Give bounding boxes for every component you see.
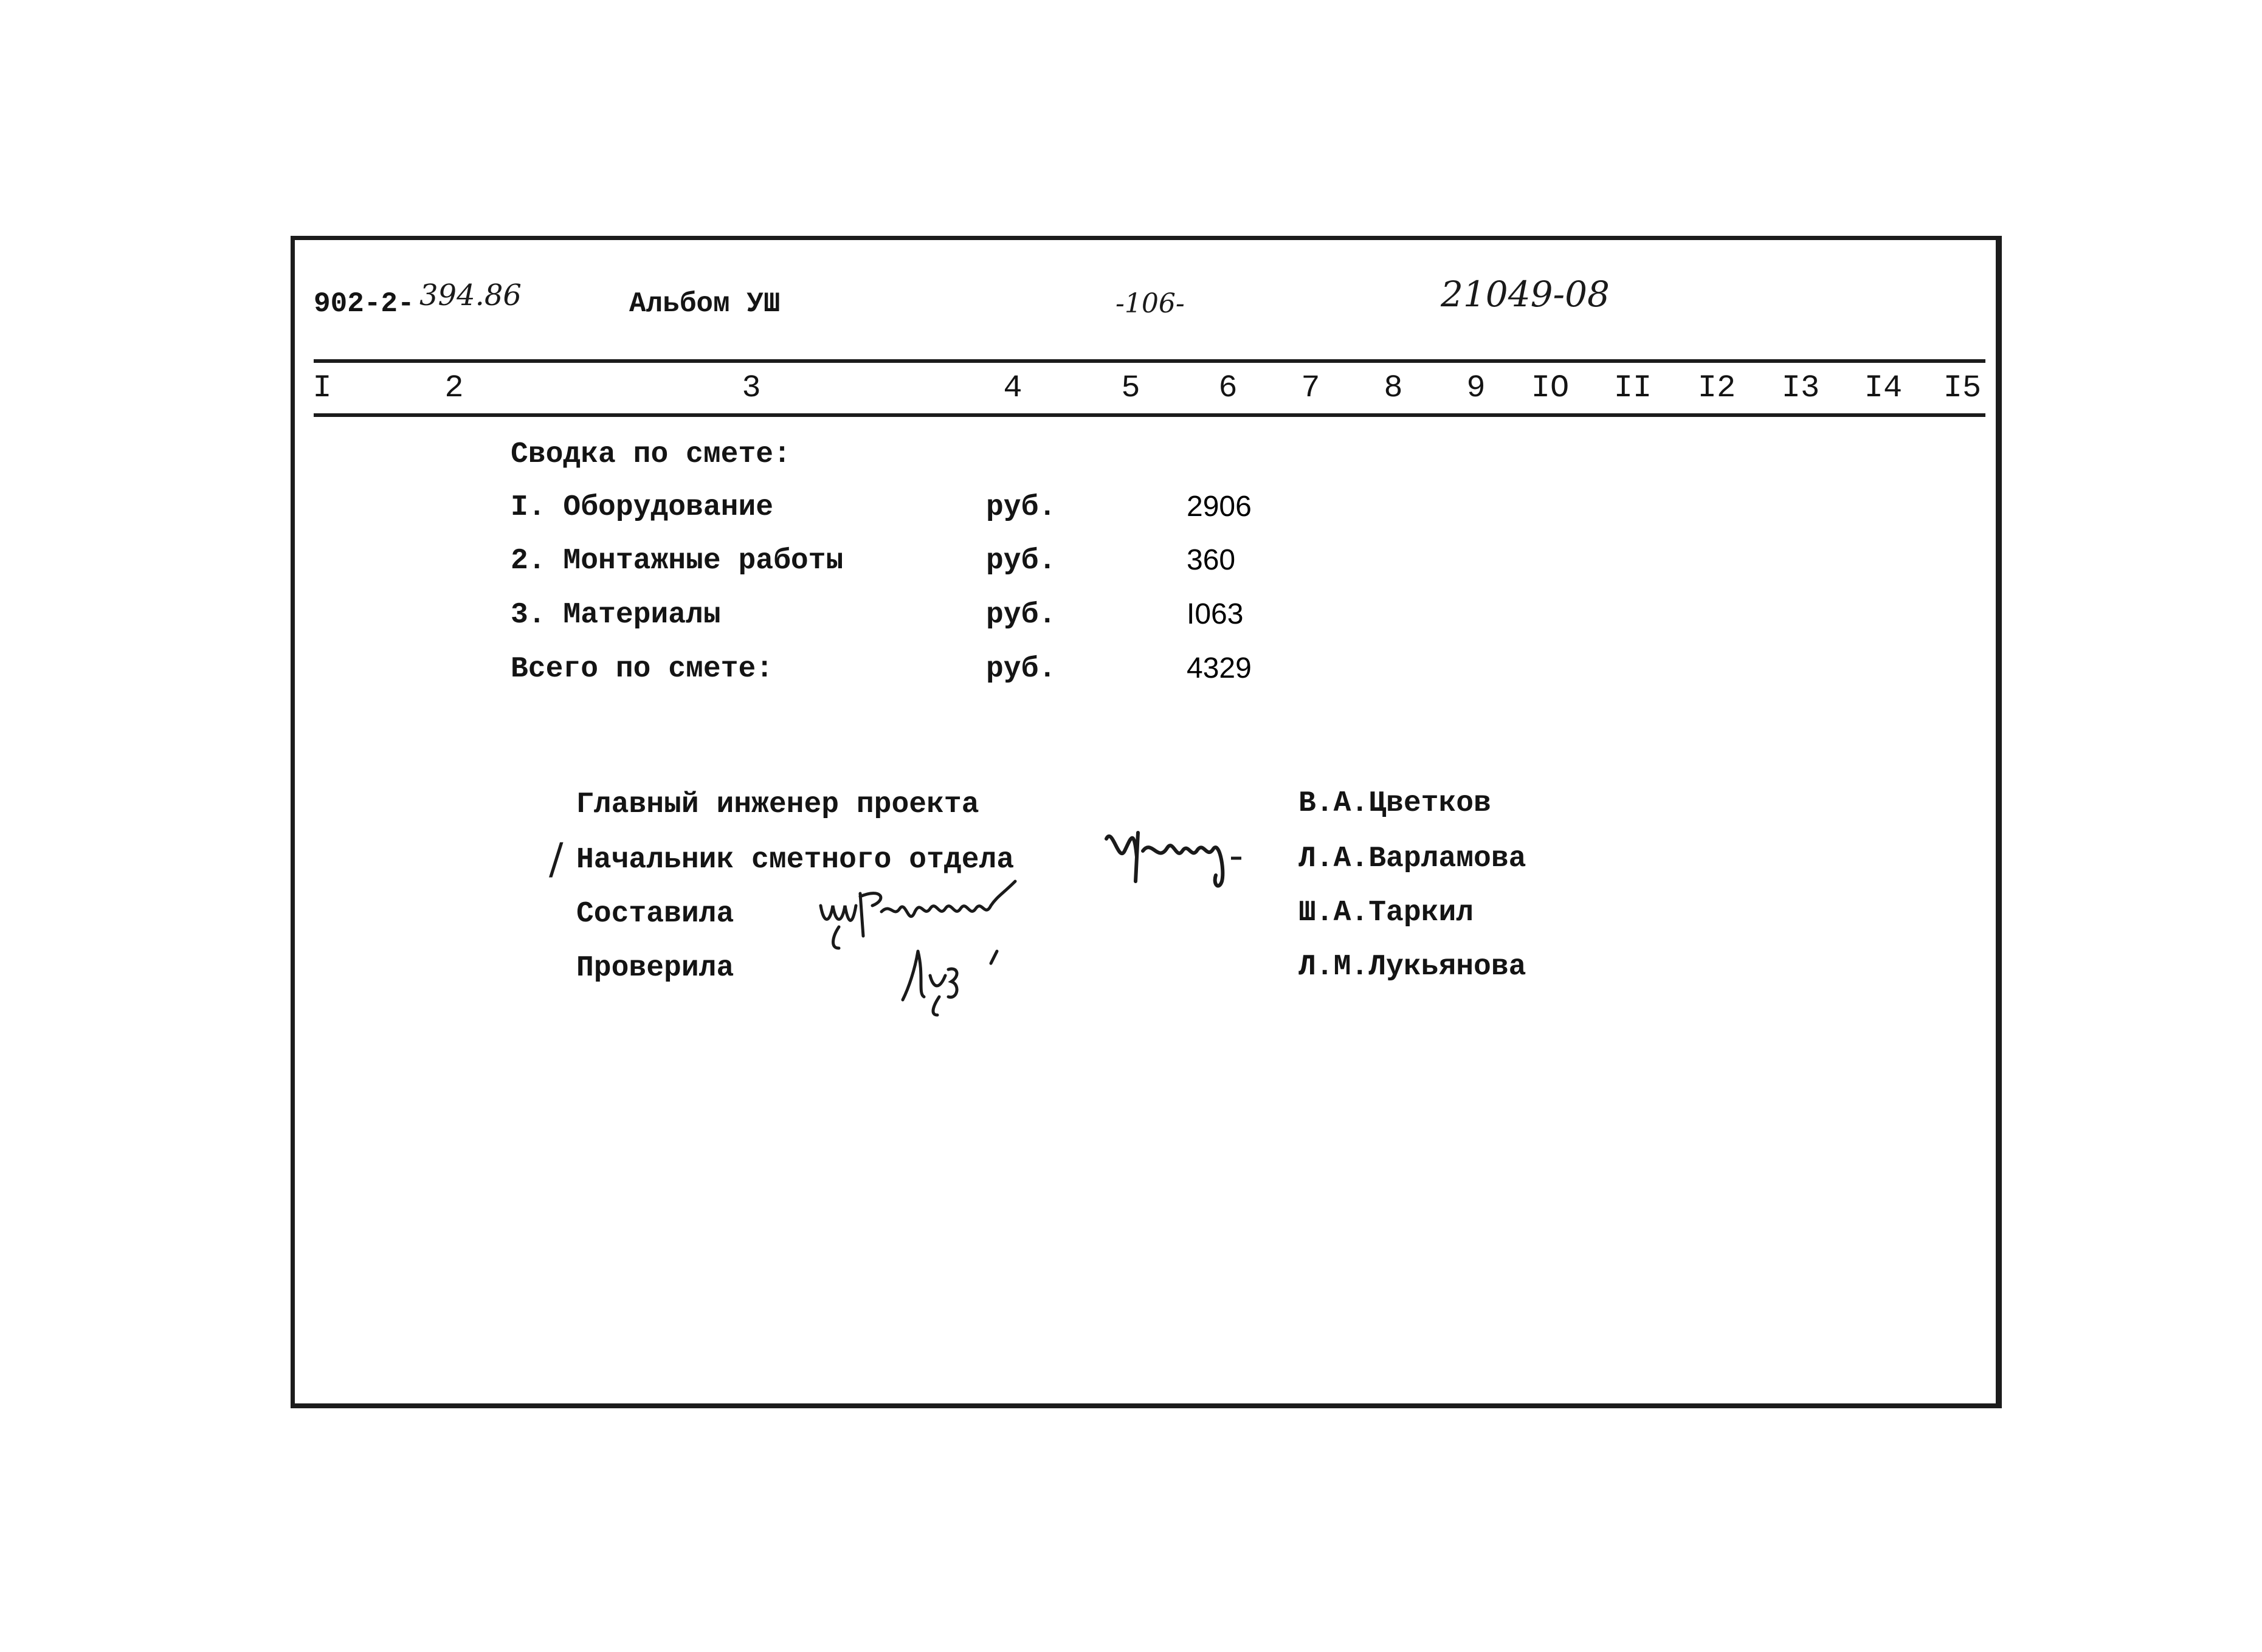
summary-row-unit: руб.	[986, 491, 1057, 524]
signature-scribble-checked	[900, 939, 1027, 1018]
summary-row-label: 3. Материалы	[511, 599, 721, 632]
column-number: 6	[1218, 370, 1238, 406]
signature-role: Главный инженер проекта	[576, 788, 979, 821]
column-number: 7	[1301, 370, 1320, 406]
column-number: I3	[1781, 370, 1820, 406]
album-label: Альбом УШ	[629, 288, 781, 320]
summary-row-value: I063	[1187, 598, 1244, 630]
summary-row-label: I. Оборудование	[511, 491, 774, 524]
signature-name: Ш.А.Таркил	[1298, 897, 1474, 929]
top-rule	[314, 359, 1985, 363]
summary-row-value: 360	[1187, 544, 1236, 576]
column-number: 5	[1121, 370, 1140, 406]
signature-role: Составила	[576, 898, 734, 931]
summary-row-value: 2906	[1187, 490, 1252, 523]
signature-name: Л.М.Лукьянова	[1298, 951, 1526, 983]
signature-name: В.А.Цветков	[1298, 787, 1491, 820]
summary-total-label: Всего по смете:	[511, 653, 774, 686]
doc-code: 902-2-	[314, 288, 415, 320]
column-number: 9	[1466, 370, 1486, 406]
slash-mark: /	[549, 834, 564, 884]
column-number: I2	[1697, 370, 1736, 406]
column-number: 3	[742, 370, 761, 406]
summary-total-unit: руб.	[986, 653, 1057, 686]
column-number: I5	[1943, 370, 1982, 406]
column-number: II	[1613, 370, 1652, 406]
summary-row-label: 2. Монтажные работы	[511, 545, 844, 577]
column-number: IO	[1531, 370, 1570, 406]
column-number: I	[312, 370, 332, 406]
signature-role: Проверила	[576, 952, 734, 985]
column-number: 4	[1003, 370, 1022, 406]
column-number: I4	[1864, 370, 1903, 406]
column-number: 8	[1384, 370, 1403, 406]
page-number: -106-	[1115, 288, 1185, 319]
signature-scribble-head-of-estimates	[1100, 814, 1271, 893]
summary-title: Сводка по смете:	[511, 438, 791, 471]
summary-row-unit: руб.	[986, 599, 1057, 632]
ref-number: 21049-08	[1441, 274, 1610, 315]
bottom-rule	[314, 413, 1985, 417]
column-number: 2	[444, 370, 464, 406]
summary-total-value: 4329	[1187, 652, 1252, 684]
summary-row-unit: руб.	[986, 545, 1057, 577]
signature-name: Л.А.Варламова	[1298, 842, 1526, 875]
signature-role: Начальник сметного отдела	[576, 844, 1015, 876]
doc-code-handwritten: 394.86	[419, 278, 522, 312]
